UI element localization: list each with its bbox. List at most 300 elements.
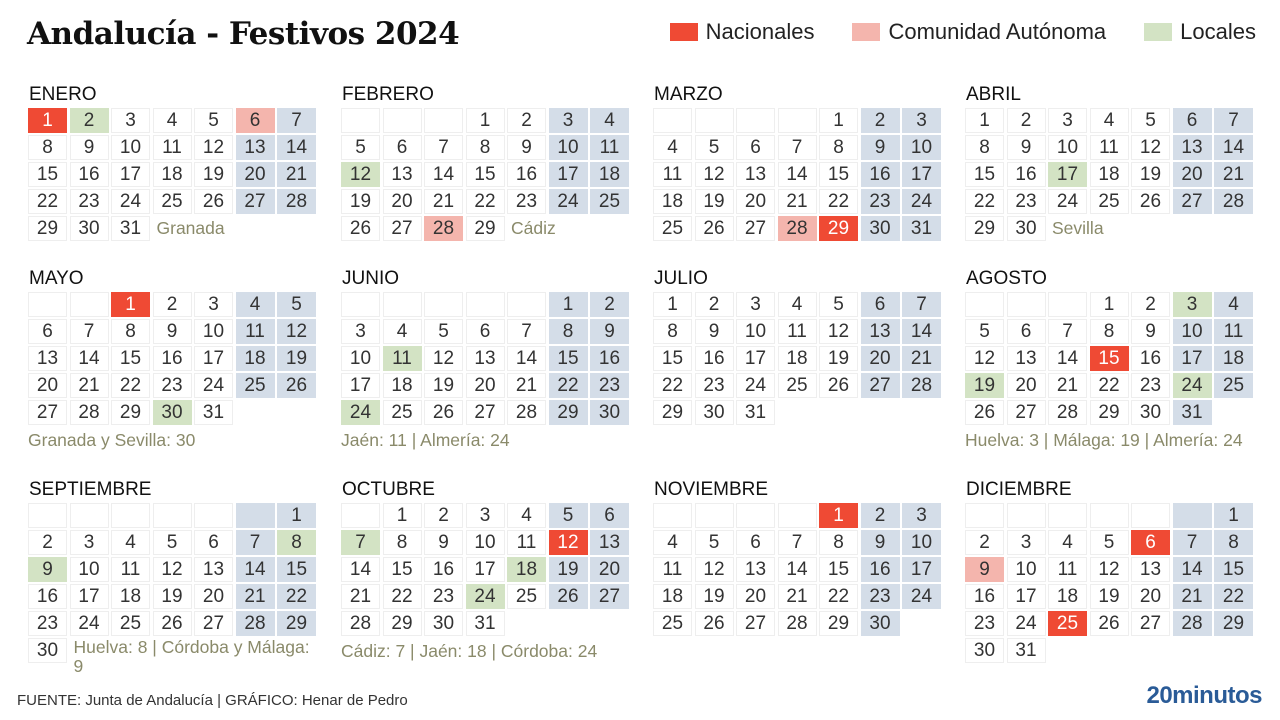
- legend-item-locales: [1144, 19, 1256, 45]
- day-cell: 13: [1007, 346, 1046, 371]
- day-cell: 30: [424, 611, 463, 636]
- holiday-day-cell: 18: [507, 557, 546, 582]
- day-cell: 21: [236, 584, 275, 609]
- day-cell: 6: [736, 135, 775, 160]
- holiday-day-cell: 29: [819, 216, 858, 241]
- month-note: Granada: [156, 218, 225, 238]
- day-cell: 27: [466, 400, 505, 425]
- day-cell: 2: [1131, 292, 1170, 317]
- legend-swatch-locales: [1144, 23, 1172, 41]
- month-septiembre: [28, 479, 328, 690]
- day-cell: 3: [902, 108, 941, 133]
- day-cell: 5: [695, 135, 734, 160]
- day-cell: 24: [111, 189, 150, 214]
- day-cell: 29: [549, 400, 588, 425]
- day-cell: 11: [653, 557, 692, 582]
- day-cell: 25: [653, 611, 692, 636]
- empty-cell: [1007, 503, 1046, 528]
- day-cell: 30: [28, 638, 67, 663]
- empty-cell: [28, 503, 67, 528]
- day-cell: 8: [383, 530, 422, 555]
- day-cell: 27: [1131, 611, 1170, 636]
- day-cell: 14: [1214, 135, 1253, 160]
- day-cell: 6: [383, 135, 422, 160]
- day-cell: 16: [28, 584, 67, 609]
- day-cell: 17: [1173, 346, 1212, 371]
- day-cell: 12: [424, 346, 463, 371]
- day-cell: 11: [1048, 557, 1087, 582]
- day-cell: 13: [466, 346, 505, 371]
- day-cell: 7: [1214, 108, 1253, 133]
- month-name: FEBRERO: [342, 84, 434, 105]
- day-cell: 14: [902, 319, 941, 344]
- day-cell: 19: [153, 584, 192, 609]
- day-cell: 1: [653, 292, 692, 317]
- day-cell: 1: [819, 108, 858, 133]
- day-cell: 3: [902, 503, 941, 528]
- day-cell: 6: [1173, 108, 1212, 133]
- day-cell: 2: [695, 292, 734, 317]
- holiday-day-cell: 6: [236, 108, 275, 133]
- day-cell: 20: [28, 373, 67, 398]
- day-cell: 17: [111, 162, 150, 187]
- day-cell: 2: [28, 530, 67, 555]
- month-note: Cádiz: 7 | Jaén: 18 | Córdoba: 24: [341, 641, 598, 661]
- empty-cell: [383, 108, 422, 133]
- day-cell: 16: [965, 584, 1004, 609]
- day-cell: 27: [194, 611, 233, 636]
- day-cell: 25: [236, 373, 275, 398]
- day-cell: 16: [507, 162, 546, 187]
- day-cell: 12: [1090, 557, 1129, 582]
- day-cell: 21: [778, 189, 817, 214]
- legend-label-autonomica: Comunidad Autónoma: [888, 19, 1107, 44]
- day-cell: 10: [549, 135, 588, 160]
- day-cell: 17: [736, 346, 775, 371]
- holiday-day-cell: 28: [778, 216, 817, 241]
- month-name: DICIEMBRE: [966, 479, 1072, 500]
- day-cell: 27: [736, 611, 775, 636]
- day-cell: 24: [1007, 611, 1046, 636]
- day-cell: 18: [111, 584, 150, 609]
- day-cell: 9: [590, 319, 629, 344]
- day-cell: 3: [111, 108, 150, 133]
- day-cell: 23: [1131, 373, 1170, 398]
- day-cell: 25: [111, 611, 150, 636]
- month-grid: [965, 292, 1265, 425]
- day-cell: 18: [153, 162, 192, 187]
- day-cell: 20: [861, 346, 900, 371]
- day-cell: 25: [507, 584, 546, 609]
- day-cell: 6: [466, 319, 505, 344]
- day-cell: 7: [1048, 319, 1087, 344]
- day-cell: 3: [466, 503, 505, 528]
- day-cell: 30: [861, 216, 900, 241]
- day-cell: 19: [819, 346, 858, 371]
- day-cell: 31: [111, 216, 150, 241]
- day-cell: 25: [778, 373, 817, 398]
- month-name: MARZO: [654, 84, 723, 105]
- day-cell: 31: [1173, 400, 1212, 425]
- day-cell: 26: [695, 216, 734, 241]
- day-cell: 31: [736, 400, 775, 425]
- day-cell: 29: [111, 400, 150, 425]
- day-cell: 20: [466, 373, 505, 398]
- day-cell: 13: [194, 557, 233, 582]
- day-cell: 13: [736, 557, 775, 582]
- day-cell: 17: [902, 557, 941, 582]
- day-cell: 11: [590, 135, 629, 160]
- day-cell: 30: [965, 638, 1004, 663]
- day-cell: 26: [153, 611, 192, 636]
- month-grid: [341, 503, 641, 636]
- day-cell: 18: [653, 584, 692, 609]
- month-grid: [653, 108, 953, 241]
- day-cell: 22: [1214, 584, 1253, 609]
- day-cell: 28: [507, 400, 546, 425]
- empty-cell: [153, 503, 192, 528]
- day-cell: 3: [1048, 108, 1087, 133]
- day-cell: 22: [383, 584, 422, 609]
- day-cell: 10: [1048, 135, 1087, 160]
- day-cell: 1: [466, 108, 505, 133]
- day-cell: 10: [341, 346, 380, 371]
- day-cell: 25: [383, 400, 422, 425]
- day-cell: 8: [466, 135, 505, 160]
- day-cell: 27: [28, 400, 67, 425]
- day-cell: 7: [70, 319, 109, 344]
- day-cell: 10: [902, 135, 941, 160]
- day-cell: 1: [277, 503, 316, 528]
- day-cell: 2: [507, 108, 546, 133]
- day-cell: 11: [1090, 135, 1129, 160]
- day-cell: 2: [1007, 108, 1046, 133]
- day-cell: 14: [778, 557, 817, 582]
- month-note: Granada y Sevilla: 30: [28, 430, 196, 450]
- day-cell: 30: [590, 400, 629, 425]
- day-cell: 15: [383, 557, 422, 582]
- day-cell: 14: [424, 162, 463, 187]
- holiday-day-cell: 6: [1131, 530, 1170, 555]
- day-cell: 22: [111, 373, 150, 398]
- holiday-day-cell: 24: [341, 400, 380, 425]
- holiday-day-cell: 9: [965, 557, 1004, 582]
- day-cell: 24: [194, 373, 233, 398]
- day-cell: 22: [1090, 373, 1129, 398]
- day-cell: 24: [1048, 189, 1087, 214]
- day-cell: 4: [507, 503, 546, 528]
- day-cell: 23: [153, 373, 192, 398]
- day-cell: 26: [277, 373, 316, 398]
- day-cell: 9: [861, 135, 900, 160]
- month-name: JUNIO: [342, 268, 399, 289]
- month-name: SEPTIEMBRE: [29, 479, 152, 500]
- day-cell: 25: [1214, 373, 1253, 398]
- day-cell: 13: [1173, 135, 1212, 160]
- day-cell: 19: [1131, 162, 1170, 187]
- day-cell: 10: [194, 319, 233, 344]
- month-grid: [341, 108, 641, 241]
- day-cell: 1: [1214, 503, 1253, 528]
- day-cell: 24: [549, 189, 588, 214]
- day-cell: 5: [1090, 530, 1129, 555]
- day-cell: 7: [236, 530, 275, 555]
- day-cell: 29: [1214, 611, 1253, 636]
- day-cell: 28: [1048, 400, 1087, 425]
- day-cell: 14: [70, 346, 109, 371]
- day-cell: 8: [965, 135, 1004, 160]
- day-cell: 19: [424, 373, 463, 398]
- day-cell: 8: [28, 135, 67, 160]
- day-cell: 6: [1007, 319, 1046, 344]
- day-cell: 21: [341, 584, 380, 609]
- month-grid: [965, 108, 1265, 241]
- day-cell: 22: [819, 189, 858, 214]
- month-name: JULIO: [654, 268, 708, 289]
- day-cell: 2: [590, 292, 629, 317]
- day-cell: 2: [861, 108, 900, 133]
- day-cell: 15: [1214, 557, 1253, 582]
- day-cell: 12: [153, 557, 192, 582]
- day-cell: 16: [153, 346, 192, 371]
- day-cell: 10: [902, 530, 941, 555]
- day-cell: 10: [466, 530, 505, 555]
- day-cell: 20: [236, 162, 275, 187]
- day-cell: 23: [1007, 189, 1046, 214]
- day-cell: 27: [1007, 400, 1046, 425]
- day-cell: 25: [153, 189, 192, 214]
- empty-cell: [778, 503, 817, 528]
- empty-cell: [1048, 292, 1087, 317]
- day-cell: 10: [1173, 319, 1212, 344]
- empty-cell: [341, 503, 380, 528]
- day-cell: 31: [466, 611, 505, 636]
- day-cell: 14: [236, 557, 275, 582]
- day-cell: 31: [1007, 638, 1046, 663]
- day-cell: 15: [549, 346, 588, 371]
- day-cell: 16: [70, 162, 109, 187]
- month-name: OCTUBRE: [342, 479, 435, 500]
- day-cell: 13: [383, 162, 422, 187]
- day-cell: 28: [341, 611, 380, 636]
- day-cell: 20: [590, 557, 629, 582]
- day-cell: 3: [549, 108, 588, 133]
- month-noviembre: [653, 479, 953, 636]
- holiday-day-cell: 2: [70, 108, 109, 133]
- day-cell: 8: [819, 135, 858, 160]
- empty-cell: [965, 292, 1004, 317]
- day-cell: 4: [383, 319, 422, 344]
- day-cell: 16: [1131, 346, 1170, 371]
- day-cell: 2: [153, 292, 192, 317]
- day-cell: 18: [590, 162, 629, 187]
- day-cell: 18: [383, 373, 422, 398]
- day-cell: 21: [778, 584, 817, 609]
- day-cell: 8: [819, 530, 858, 555]
- holiday-day-cell: 8: [277, 530, 316, 555]
- day-cell: 10: [70, 557, 109, 582]
- day-cell: 12: [819, 319, 858, 344]
- month-note: Cádiz: [511, 218, 556, 238]
- day-cell: 20: [1007, 373, 1046, 398]
- day-cell: 21: [902, 346, 941, 371]
- day-cell: 17: [902, 162, 941, 187]
- empty-cell: [70, 503, 109, 528]
- holiday-day-cell: 25: [1048, 611, 1087, 636]
- day-cell: 22: [819, 584, 858, 609]
- empty-cell: [965, 503, 1004, 528]
- day-cell: 18: [778, 346, 817, 371]
- holiday-day-cell: 3: [1173, 292, 1212, 317]
- day-cell: 24: [736, 373, 775, 398]
- empty-cell: [1048, 503, 1087, 528]
- day-cell: 16: [861, 162, 900, 187]
- day-cell: 1: [549, 292, 588, 317]
- day-cell: 7: [424, 135, 463, 160]
- empty-cell: [1131, 503, 1170, 528]
- day-cell: 31: [902, 216, 941, 241]
- day-cell: 19: [341, 189, 380, 214]
- day-cell: 25: [1090, 189, 1129, 214]
- day-cell: 12: [1131, 135, 1170, 160]
- day-cell: 28: [902, 373, 941, 398]
- day-cell: 18: [1090, 162, 1129, 187]
- legend-item-autonomica: [852, 19, 1106, 45]
- day-cell: 8: [1214, 530, 1253, 555]
- day-cell: 8: [549, 319, 588, 344]
- day-cell: 10: [1007, 557, 1046, 582]
- legend-label-nacionales: Nacionales: [705, 19, 815, 44]
- page-title: Andalucía - Festivos 2024: [27, 16, 460, 52]
- day-cell: 25: [590, 189, 629, 214]
- day-cell: 21: [507, 373, 546, 398]
- day-cell: 19: [549, 557, 588, 582]
- day-cell: 31: [194, 400, 233, 425]
- day-cell: 6: [194, 530, 233, 555]
- day-cell: 26: [965, 400, 1004, 425]
- empty-cell: [653, 108, 692, 133]
- day-cell: 4: [1048, 530, 1087, 555]
- day-cell: 5: [424, 319, 463, 344]
- day-cell: 28: [778, 611, 817, 636]
- day-cell: 26: [819, 373, 858, 398]
- day-cell: 9: [1007, 135, 1046, 160]
- month-diciembre: [965, 479, 1265, 663]
- day-cell: 5: [819, 292, 858, 317]
- day-cell: 26: [194, 189, 233, 214]
- day-cell: 28: [1214, 189, 1253, 214]
- day-cell: 5: [695, 530, 734, 555]
- day-cell: 24: [70, 611, 109, 636]
- month-name: ENERO: [29, 84, 97, 105]
- day-cell: 19: [277, 346, 316, 371]
- day-cell: 5: [277, 292, 316, 317]
- day-cell: 29: [653, 400, 692, 425]
- empty-cell: [424, 108, 463, 133]
- day-cell: 17: [549, 162, 588, 187]
- day-cell: 21: [424, 189, 463, 214]
- day-cell: 11: [778, 319, 817, 344]
- day-cell: 24: [902, 189, 941, 214]
- day-cell: 17: [1007, 584, 1046, 609]
- day-cell: 20: [736, 189, 775, 214]
- holiday-day-cell: 1: [111, 292, 150, 317]
- day-cell: 29: [819, 611, 858, 636]
- day-cell: 30: [1131, 400, 1170, 425]
- day-cell: 9: [507, 135, 546, 160]
- day-cell: 29: [965, 216, 1004, 241]
- day-cell: 17: [194, 346, 233, 371]
- day-cell: 14: [1173, 557, 1212, 582]
- day-cell: 15: [28, 162, 67, 187]
- month-grid: [653, 292, 953, 425]
- day-cell: 20: [736, 584, 775, 609]
- day-cell: 23: [965, 611, 1004, 636]
- empty-cell: [70, 292, 109, 317]
- day-cell: 19: [1090, 584, 1129, 609]
- day-cell: 28: [236, 611, 275, 636]
- day-cell: 14: [778, 162, 817, 187]
- day-cell: 15: [277, 557, 316, 582]
- day-cell: 23: [28, 611, 67, 636]
- day-cell: 4: [653, 530, 692, 555]
- day-cell: 12: [965, 346, 1004, 371]
- day-cell: 7: [902, 292, 941, 317]
- day-cell: 7: [778, 530, 817, 555]
- day-cell: 29: [1090, 400, 1129, 425]
- day-cell: 15: [819, 162, 858, 187]
- month-grid: [28, 292, 328, 425]
- day-cell: 16: [1007, 162, 1046, 187]
- day-cell: 12: [277, 319, 316, 344]
- holiday-day-cell: 12: [549, 530, 588, 555]
- legend-item-nacionales: [670, 19, 815, 45]
- day-cell: 8: [653, 319, 692, 344]
- legend-swatch-nacionales: [670, 23, 698, 41]
- day-cell: 11: [153, 135, 192, 160]
- day-cell: 16: [861, 557, 900, 582]
- day-cell: 5: [194, 108, 233, 133]
- day-cell: 25: [653, 216, 692, 241]
- day-cell: 26: [695, 611, 734, 636]
- empty-cell: [736, 503, 775, 528]
- day-cell: 22: [653, 373, 692, 398]
- day-cell: 15: [819, 557, 858, 582]
- day-cell: 28: [70, 400, 109, 425]
- day-cell: 3: [194, 292, 233, 317]
- day-cell: 1: [383, 503, 422, 528]
- day-cell: 8: [1090, 319, 1129, 344]
- day-cell: 22: [28, 189, 67, 214]
- day-cell: 26: [1131, 189, 1170, 214]
- day-cell: 19: [194, 162, 233, 187]
- day-cell: 3: [1007, 530, 1046, 555]
- legend: [670, 16, 1256, 48]
- day-cell: 20: [1131, 584, 1170, 609]
- holiday-day-cell: 15: [1090, 346, 1129, 371]
- day-cell: 17: [466, 557, 505, 582]
- month-agosto: [965, 268, 1265, 451]
- month-grid: [341, 292, 641, 425]
- day-cell: 24: [902, 584, 941, 609]
- day-cell: 11: [507, 530, 546, 555]
- day-cell: 29: [383, 611, 422, 636]
- day-cell: 5: [153, 530, 192, 555]
- month-name: ABRIL: [966, 84, 1021, 105]
- day-cell: 3: [70, 530, 109, 555]
- holiday-day-cell: 24: [1173, 373, 1212, 398]
- day-cell: 23: [861, 189, 900, 214]
